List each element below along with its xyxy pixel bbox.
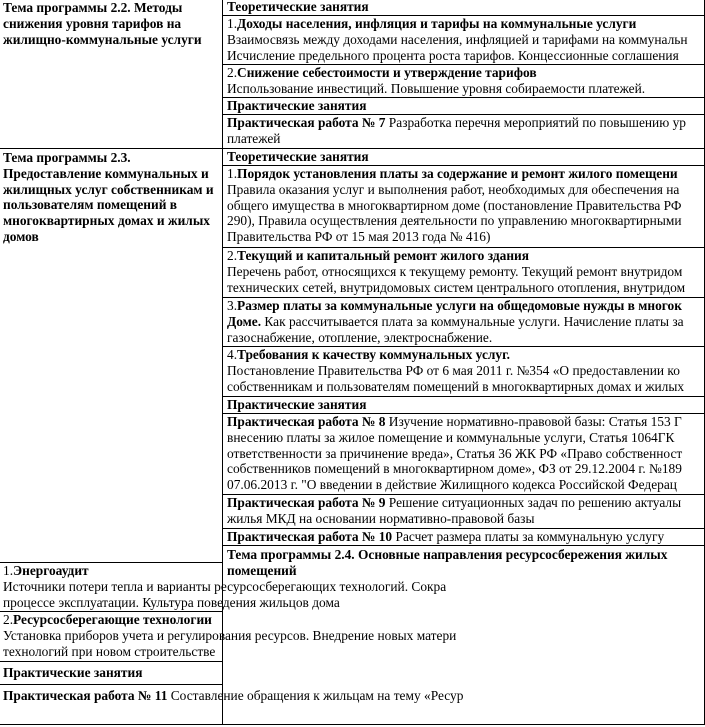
lesson-cell [223,166,705,248]
lesson-line: технологий при новом строительстве [3,643,216,659]
practice-line: Расчет размера платы за коммунальную услугу [395,529,665,544]
section-header: Теоретические занятия [223,149,705,166]
lesson-line: процессе эксплуатации. Культура поведения жильцов дома [3,594,340,610]
topic-title: Тема программы 2.4. Основные направления ресурсосбережения жилых помещений [223,546,705,725]
section-header: Практические занятия [0,662,223,685]
lesson-number: 2. [227,248,238,263]
practice-label: Практическая работа № 7 [227,115,386,130]
lesson-title: Ресурсосберегающие технологии [13,612,212,627]
practice-label: Практическая работа № 11 [3,688,168,703]
lesson-line: Перечень работ, относящихся к текущему ремонту. Текущий ремонт внутридом [227,263,683,279]
practice-cell [223,414,705,495]
practice-line: внесению платы за жилое помещение и коммунальные услуги, Статья 1064ГК [227,429,675,445]
lesson-cell [0,563,447,612]
lesson-line: Установка приборов учета и регулирования ресурсов. Внедрение новых матери [3,627,457,643]
section-header: Практические занятия [223,397,705,414]
lesson-line: Постановление Правительства РФ от 6 мая 2011 г. №354 «О предоставлении ко [227,362,680,378]
practice-line: собственников помещений в многоквартирном доме», ФЗ от 29.12.2004 г. №189 [227,461,682,477]
lesson-title: Размер платы за коммунальные услуги на общедомовые нужды в многок [237,298,682,313]
lesson-line: Взаимосвязь между доходами населения, инфляцией и тарифами на коммунальн [227,31,688,47]
practice-cell [223,529,705,546]
lesson-line: Использование инвестиций. Повышение уровня собираемости платежей. [227,80,646,96]
practice-cell [223,115,705,149]
lesson-title-cont: Доме. [227,313,262,329]
topic-title: Тема программы 2.3. Предоставление коммунальных и жилищных услуг собственникам и пользователям помещений в многоквартирных домах и жилых домов [0,149,223,563]
lesson-number: 3. [227,298,238,313]
practice-cell [223,495,705,529]
practice-line: платежей [227,130,281,146]
practice-label: Практическая работа № 10 [227,529,393,544]
lesson-line: 290), Правила осуществления деятельности по управлению многоквартирными [227,213,682,229]
lesson-cell [0,612,457,662]
practice-line: жилья МКД на основании нормативно-правовой базы [227,510,535,526]
lesson-cell [223,65,705,98]
section-header: Теоретические занятия [223,0,705,16]
lesson-line: общего имущества в многоквартирном доме (постановление Правительства РФ [227,197,682,213]
practice-line: Решение ситуационных задач по решению актуалы [388,495,682,510]
lesson-line: Правительства РФ от 15 мая 2013 года № 416) [227,229,491,245]
lesson-number: 1. [3,563,14,578]
lesson-line: Правила оказания услуг и выполнения работ, необходимых для обеспечения на [227,181,680,197]
lesson-line: Как рассчитывается плата за коммунальные услуги. Начисление платы за [261,313,684,329]
lesson-line: газоснабжение, отопление, электроснабжение. [227,329,493,345]
lesson-cell [223,16,705,65]
lesson-title: Текущий и капитальный ремонт жилого здания [237,248,529,263]
lesson-line: Исчисление предельного процента роста тарифов. Концессионные соглашения [227,47,679,63]
practice-label: Практическая работа № 9 [227,495,386,510]
lesson-line: Источники потери тепла и варианты ресурсосберегающих технологий. Сокра [3,578,447,594]
lesson-number: 2. [227,65,238,80]
lesson-title: Порядок установления платы за содержание и ремонт жилого помещени [237,166,678,181]
lesson-cell [223,347,705,397]
lesson-cell [223,248,705,298]
practice-line: Изучение нормативно-правовой базы: Статья 153 Г [388,414,682,429]
lesson-title: Снижение себестоимости и утверждение тарифов [237,65,537,80]
lesson-line: собственникам и пользователям помещений в многоквартирных домах и жилых [227,378,685,394]
lesson-cell [223,298,705,347]
lesson-title: Доходы населения, инфляция и тарифы на коммунальные услуги [237,16,637,31]
section-header: Практические занятия [223,98,705,115]
practice-line: ответственности за причинение вреда», Статья 36 ЖК РФ «Право собственност [227,445,683,461]
lesson-number: 2. [3,612,14,627]
practice-line: Составление обращения к жильцам на тему «Ресур [170,688,464,703]
lesson-title: Энергоаудит [13,563,89,578]
lesson-number: 1. [227,166,238,181]
topic-title: Тема программы 2.2. Методы снижения уровня тарифов на жилищно-коммунальные услуги [0,0,223,149]
practice-line: Разработка перечня мероприятий по повышению ур [388,115,686,130]
practice-line: 07.06.2013 г. "О введении в действие Жилищного кодекса Российской Федерац [227,477,677,493]
lesson-number: 4. [227,347,238,362]
lesson-line: технических сетей, внутридомовых систем центрального отопления, внутридом [227,279,686,295]
lesson-number: 1. [227,16,238,31]
lesson-title: Требования к качеству коммунальных услуг. [237,347,511,362]
practice-label: Практическая работа № 8 [227,414,386,429]
practice-cell [0,685,464,725]
